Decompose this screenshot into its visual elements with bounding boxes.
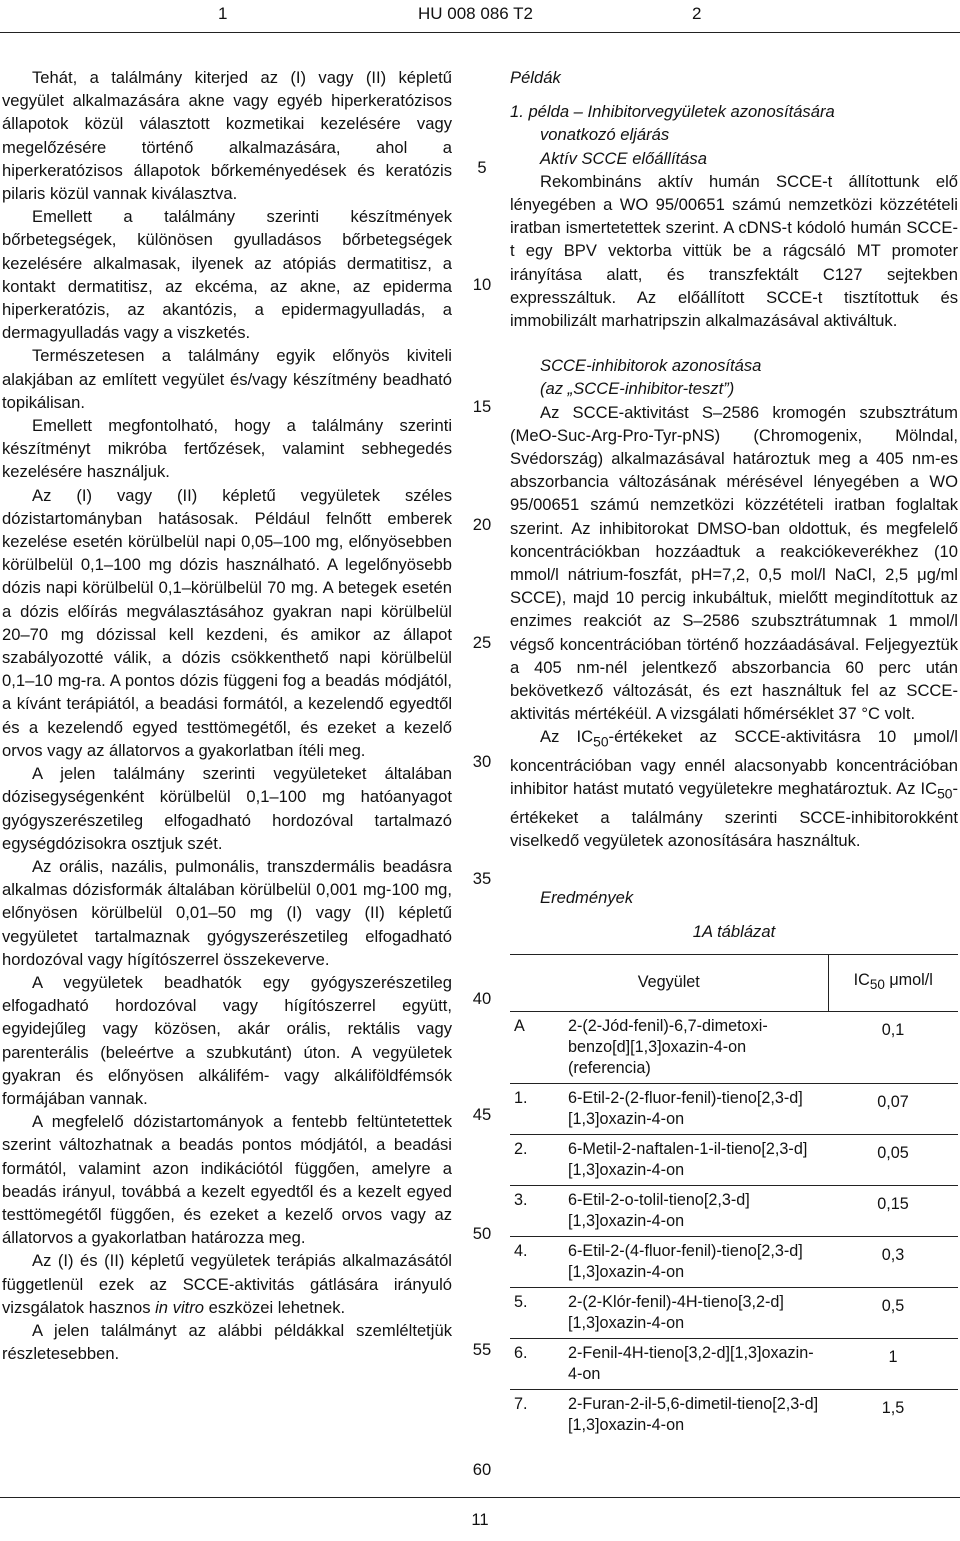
line-number: 35	[472, 869, 492, 888]
row-ic50: 0,07	[828, 1083, 958, 1134]
example-1-title: 1. példa – Inhibitorvegyületek azonosítására	[510, 102, 835, 122]
heading-examples: Példák	[510, 68, 561, 87]
row-id: 3.	[510, 1185, 568, 1236]
line-number: 60	[472, 1460, 492, 1479]
right-column	[510, 66, 958, 1440]
row-id: 4.	[510, 1236, 568, 1287]
line-number: 15	[472, 397, 492, 416]
line-number: 25	[472, 633, 492, 652]
table-row	[510, 1134, 958, 1185]
row-compound: 2-Furan-2-il-5,6-dimetil-tieno[2,3-d][1,3]oxazin-4-on	[568, 1394, 819, 1434]
table-row	[510, 1287, 958, 1338]
heading-results: Eredmények	[540, 888, 634, 908]
paragraph: A megfelelő dózistartományok a fentebb feltüntetettek szerint változhatnak a beadás pontos módjától, a beadási formától, valamint azon indikációtól függően, amelyre a beadás irányul, továbbá a kezelt egyedtől és a kezelt egyed testtömegétől függően, és ezeket a kezelő orvos vagy az állatorvos a gyakorlatban határozza meg.	[2, 1112, 452, 1248]
table-header-ic50: $IC_{50}$ μmol/l	[828, 954, 958, 1011]
row-id: 6.	[510, 1338, 568, 1389]
left-column	[2, 66, 452, 1365]
row-compound: 6-Metil-2-naftalen-1-il-tieno[2,3-d][1,3]oxazin-4-on	[568, 1134, 828, 1185]
table-row	[510, 1389, 958, 1440]
paragraph: Emellett a találmány szerinti készítmények bőrbetegségek, különösen gyulladásos bőrbetegségek kezelésére alkalmasak, ilyenek az atópiás dermatitisz, a kontakt dermatitisz, az ekcéma, az akne, az epiderma hiperkeratózis, az akantózis, a epidermagyulladás, a dermagyulladás vagy a viszketés.	[2, 207, 452, 343]
row-ic50: 0,5	[828, 1287, 958, 1338]
in-vitro-emphasis: in vitro	[155, 1297, 204, 1317]
subheading-inhibitor-test: (az „SCCE-inhibitor-teszt”)	[540, 379, 735, 399]
line-number: 45	[472, 1105, 492, 1124]
page-header	[0, 0, 960, 26]
row-compound: 6-Etil-2-o-tolil-tieno[2,3-d][1,3]oxazin-4-on	[568, 1185, 828, 1236]
header-left-number: 1	[218, 4, 228, 23]
subheading-inhibitor-id: SCCE-inhibitorok azonosítása	[540, 356, 762, 376]
table-row	[510, 1185, 958, 1236]
table-row	[510, 1338, 958, 1389]
paragraph: Az (I) vagy (II) képletű vegyületek széles dózistartományban hatásosak. Például felnőtt emberek kezelése esetén körülbelül napi 0,05–100 mg, előnyösebben körülbelül 0,1–100 mg dózis használható. A legelőnyösebb dózis napi körülbelül 0,1–körülbelül 70 mg. A betegek esetén a dózis előírás megválasztásához gyakran napi körülbelül 20–70 mg dózissal kell kezdeni, és amikor az állapot szabályozotté válik, a dózis csökkenthető napi körülbelül 0,1–10 mg-ra. A pontos dózis függeni fog a beadás módjától, a kívánt terápiától, a beadási formától, a kezelendő egyedtől és a kezelendő egyed testtömegétől, és ezeket a kezelő orvos vagy az állatorvos a gyakorlatban ítéli meg.	[2, 485, 452, 760]
paragraph: A jelen találmány szerinti vegyületeket általában dózisegységenként körülbelül 0,1–100 mg hatóanyagot gyógyszerészetileg elfogadható hordozóval tartalmazó egységdózisokra osztjuk szét.	[2, 764, 452, 853]
line-number: 55	[472, 1340, 492, 1359]
subheading-active-scce: Aktív SCCE előállítása	[540, 148, 707, 168]
paragraph: Az orális, nazális, pulmonális, transzdermális beadásra alkalmas dózisformák általában körülbelül 0,001 mg-100 mg, előnyösen körülbelül 0,01–50 mg (I) vagy (II) képletű vegyületet tartalmaznak gyógyszerészetileg elfogadható hordozóval vagy hígítószerrel összekeverve.	[2, 856, 452, 969]
table-row	[510, 1083, 958, 1134]
row-ic50: 0,3	[828, 1236, 958, 1287]
table-header-compound: Vegyület	[510, 954, 828, 1011]
header-right-number: 2	[692, 4, 702, 23]
row-id: 5.	[510, 1287, 568, 1338]
line-number: 20	[472, 515, 492, 534]
paragraph: Természetesen a találmány egyik előnyös kiviteli alakjában az említett vegyület és/vagy készítmény beadható topikálisan.	[2, 346, 452, 412]
table-row	[510, 1011, 958, 1083]
row-id: 7.	[514, 1394, 528, 1413]
row-id: A	[510, 1011, 568, 1083]
paragraph-active-scce: Rekombináns aktív humán SCCE-t állítottunk elő lényegében a WO 95/00651 számú nemzetközi közzétételi iratban ismertetettek szerint. A cDNS-t kódoló humán SCCE-t egy BPV vektorba vittük be a rágcsáló MT promoter irányítása alatt, és transzfektált C127 sejtekben expresszáltuk. Az előállított SCCE-t tisztítottuk és immobilizált marhatripszin alkalmazásával aktiváltuk.	[510, 171, 958, 331]
row-ic50: 0,05	[828, 1134, 958, 1185]
page-number: 11	[471, 1510, 489, 1529]
row-compound: 6-Etil-2-(2-fluor-fenil)-tieno[2,3-d][1,3]oxazin-4-on	[568, 1083, 828, 1134]
paragraph: A jelen találmányt az alábbi példákkal szemléltetjük részletesebben.	[2, 1320, 452, 1364]
paragraph: A vegyületek beadhatók egy gyógyszerészetileg elfogadható hordozóval vagy hígítószerrel együtt, egyidejűleg vagy közösen, akár orális, rektális vagy parenterális (beleértve a szubkutánt) úton. A vegyületek gyakran és előnyösen alkálifém- vagy alkáliföldfémsók formájában vannak.	[2, 972, 452, 1108]
header-doc-id: HU 008 086 T2	[418, 4, 533, 23]
header-rule	[0, 32, 960, 33]
row-compound: 2-Fenil-4H-tieno[3,2-d][1,3]oxazin-4-on	[568, 1338, 828, 1389]
results-table	[510, 954, 958, 1440]
row-compound: 2-(2-Jód-fenil)-6,7-dimetoxi-benzo[d][1,3]oxazin-4-on (referencia)	[568, 1011, 828, 1083]
table-row	[510, 1236, 958, 1287]
paragraph: Tehát, a találmány kiterjed az (I) vagy (II) képletű vegyület alkalmazására akne vagy egyéb hiperkeratózisos állapotok közül választott kozmetikai kezelésére vagy megelőzésére történő alkalmazására, ahol a hiperkeratózisos állapotok bőrkeményedések és keratózis pilaris közül vannak kiválasztva.	[2, 68, 452, 204]
example-1-title-cont: vonatkozó eljárás	[540, 125, 670, 145]
row-id: 1.	[510, 1083, 568, 1134]
row-compound: 6-Etil-2-(4-fluor-fenil)-tieno[2,3-d][1,3]oxazin-4-on	[568, 1236, 828, 1287]
paragraph-in-vitro: Az (I) és (II) képletű vegyületek terápiás alkalmazásától függetlenül ezek az SCCE-aktivitás gátlására irányuló vizsgálatok hasznos in vitro eszközei lehetnek.	[2, 1251, 452, 1317]
row-compound: 2-(2-Klór-fenil)-4H-tieno[3,2-d][1,3]oxazin-4-on	[568, 1287, 828, 1338]
row-id: 2.	[510, 1134, 568, 1185]
line-number: 40	[472, 989, 492, 1008]
line-number: 10	[472, 275, 492, 294]
line-number: 50	[472, 1224, 492, 1243]
row-ic50: 1,5	[881, 1398, 905, 1417]
row-ic50: 1	[828, 1338, 958, 1389]
table-title: 1A táblázat	[692, 922, 776, 942]
paragraph-ic50: Az $IC_{50}$-értékeket az SCCE-aktivitásra 10 μmol/l koncentrációban vagy ennél alacsonyabb koncentrációban inhibitor hatást mutató vegyületekre meghatároztuk. Az $IC_{50}$-értékeket a találmány szerinti SCCE-inhibitorokként viselkedő vegyületek azonosítására használtuk.	[510, 727, 958, 850]
footer-rule	[0, 1497, 960, 1498]
line-number: 30	[472, 752, 492, 771]
paragraph-inhibitor-method: Az SCCE-aktivitást S–2586 kromogén szubsztrátum (MeO-Suc-Arg-Pro-Tyr-pNS) (Chromogenix, Mölndal, Svédország) alkalmazásával határoztuk meg a 405 nm-es abszorbancia változásának mérésével lényegében a WO 95/00651 számú nemzetközi közzétételi iratban foglaltak szerint. Az inhibitorokat DMSO-ban oldottuk, és megfelelő koncentrációkban hozzáadtuk a reakciókeverékhez (10 mmol/l nátrium-foszfát, pH=7,2, 0,5 mol/l NaCl, 2,5 μg/ml SCCE), majd 10 percig inkubáltuk, mielőtt megindítottuk az enzimes reakciót az S–2586 szubsztrátumnak 1 mmol/l végső koncentrációban történő hozzáadásával. Feljegyeztük a 405 nm-nél jelentkező abszorbancia 60 perc után bekövetkező változását, és ezt használtuk fel az SCCE-aktivitás mértékéül. A vizsgálati hőmérséklet 37 °C volt.	[510, 402, 958, 724]
row-ic50: 0,1	[828, 1011, 958, 1083]
row-ic50: 0,15	[828, 1185, 958, 1236]
line-number: 5	[477, 158, 487, 177]
paragraph: Emellett megfontolható, hogy a találmány szerinti készítményt mikróba fertőzések, valamint sebhegedés kezelésére használjuk.	[2, 416, 452, 482]
